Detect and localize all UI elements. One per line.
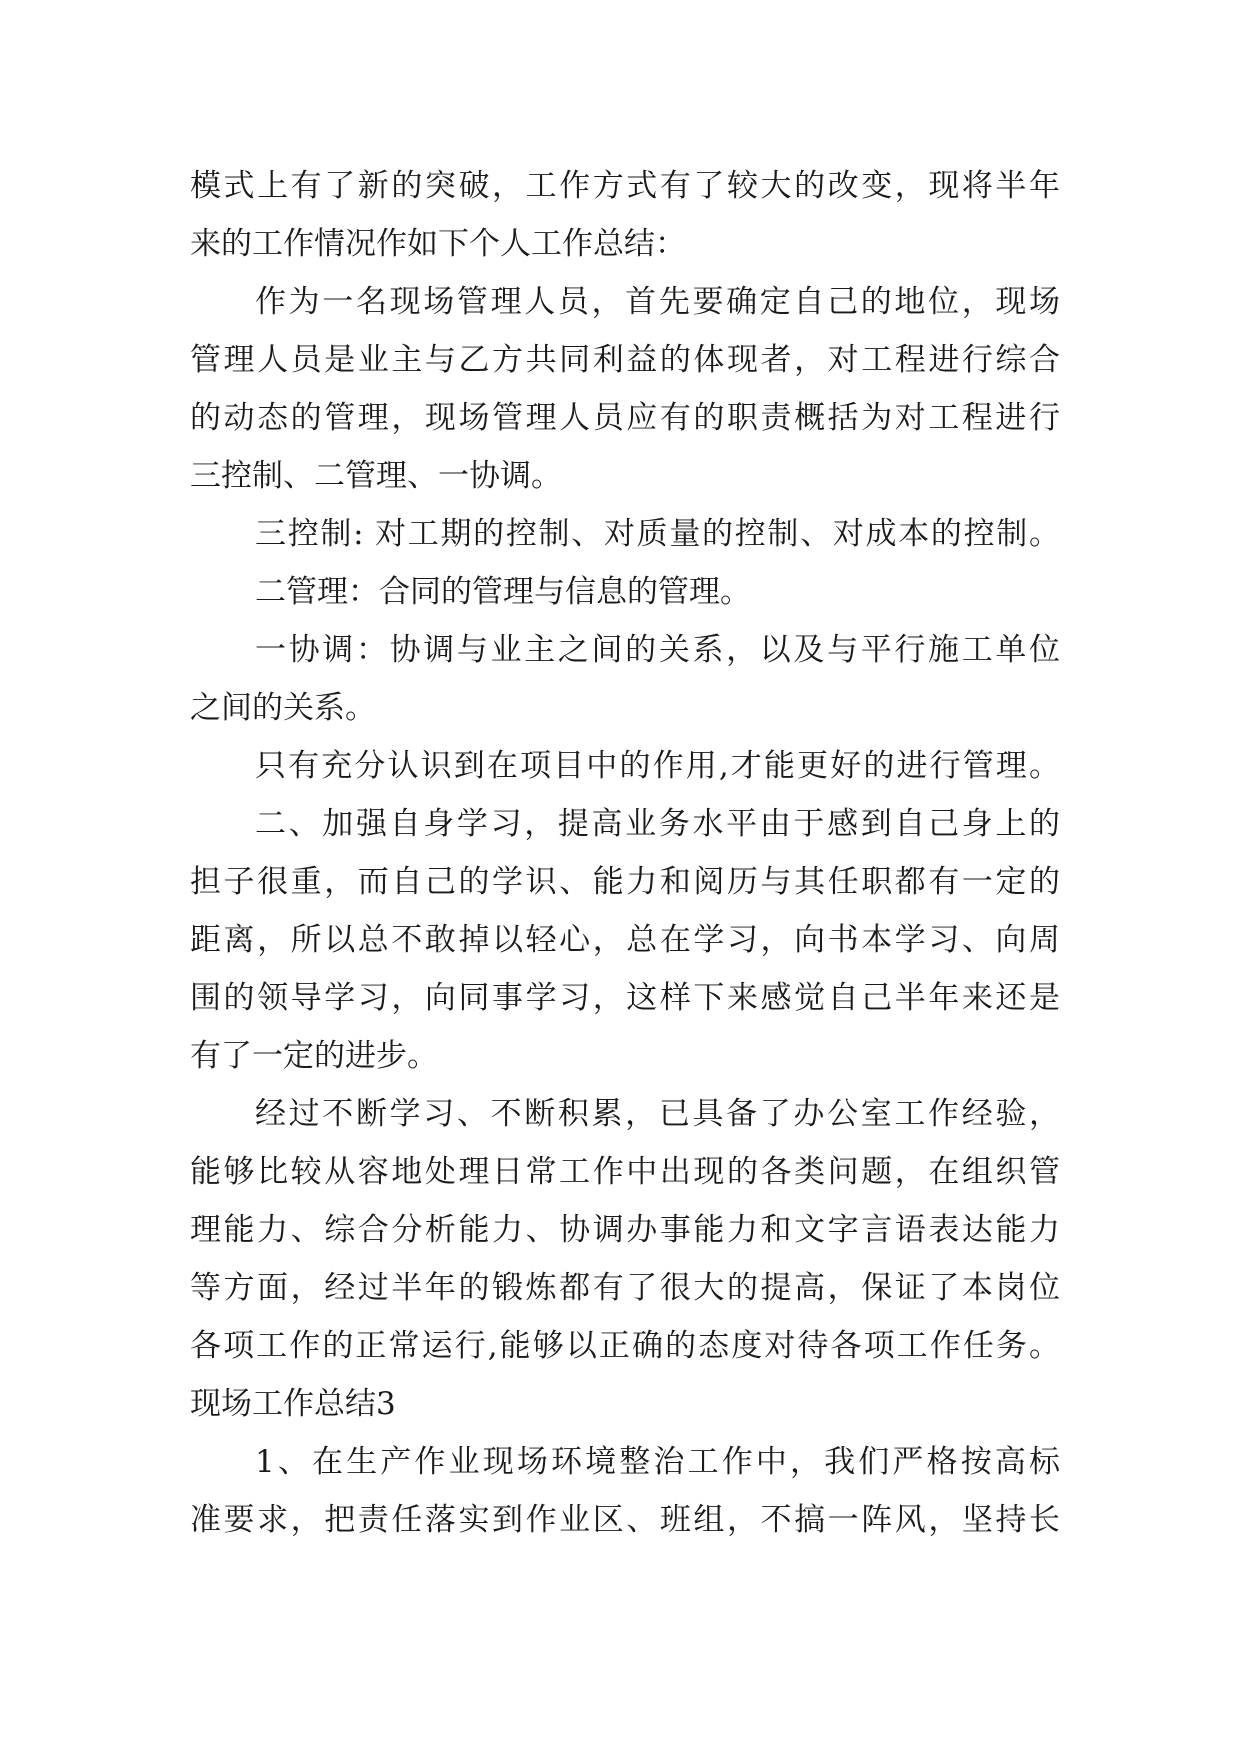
text-line: 的动态的管理，现场管理人员应有的职责概括为对工程进行: [190, 400, 1060, 436]
text-line: 各项工作的正常运行,能够以正确的态度对待各项工作任务。: [190, 1328, 1060, 1364]
section-heading: 现场工作总结3: [190, 1386, 396, 1422]
text-line: 二管理：合同的管理与信息的管理。: [255, 574, 751, 610]
text-line: 只有充分认识到在项目中的作用,才能更好的进行管理。: [255, 748, 1060, 784]
text-line: 能够比较从容地处理日常工作中出现的各类问题，在组织管: [190, 1154, 1060, 1190]
text-line: 准要求，把责任落实到作业区、班组，不搞一阵风，坚持长: [190, 1502, 1060, 1538]
text-line: 担子很重，而自己的学识、能力和阅历与其任职都有一定的: [190, 864, 1060, 900]
text-line: 等方面，经过半年的锻炼都有了很大的提高，保证了本岗位: [190, 1270, 1060, 1306]
text-line: 有了一定的进步。: [190, 1038, 438, 1074]
text-line: 二、加强自身学习，提高业务水平由于感到自己身上的: [255, 806, 1060, 842]
text-line: 一协调：协调与业主之间的关系，以及与平行施工单位: [255, 632, 1060, 668]
text-line: 管理人员是业主与乙方共同利益的体现者，对工程进行综合: [190, 342, 1060, 378]
text-line: 围的领导学习，向同事学习，这样下来感觉自己半年来还是: [190, 980, 1060, 1016]
text-line: 经过不断学习、不断积累，已具备了办公室工作经验，: [255, 1096, 1060, 1132]
text-line: 模式上有了新的突破，工作方式有了较大的改变，现将半年: [190, 168, 1060, 204]
text-line: 三控制: 对工期的控制、对质量的控制、对成本的控制。: [255, 516, 1060, 552]
text-line: 来的工作情况作如下个人工作总结：: [190, 226, 686, 262]
text-line: 之间的关系。: [190, 690, 376, 726]
text-line: 距离，所以总不敢掉以轻心，总在学习，向书本学习、向周: [190, 922, 1060, 958]
text-line: 理能力、综合分析能力、协调办事能力和文字言语表达能力: [190, 1212, 1060, 1248]
text-line: 1、在生产作业现场环境整治工作中，我们严格按高标: [255, 1444, 1060, 1480]
text-line: 作为一名现场管理人员，首先要确定自己的地位，现场: [255, 284, 1060, 320]
text-line: 三控制、二管理、一协调。: [190, 458, 562, 494]
